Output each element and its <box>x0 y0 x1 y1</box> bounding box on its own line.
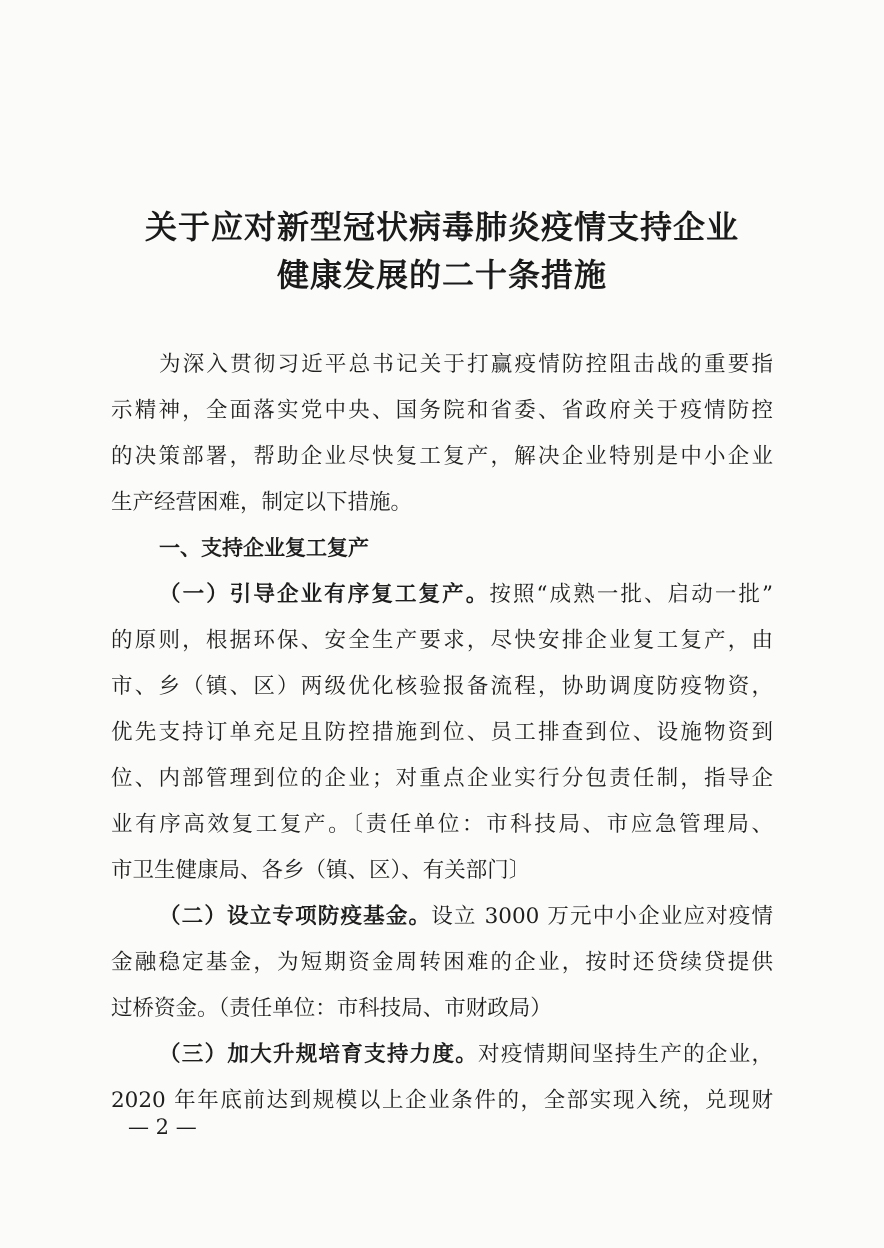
paragraph-line: 市、乡（镇、区）两级优化核验报备流程，协助调度防疫物资， <box>111 674 773 699</box>
paragraph-line: 业有序高效复工复产。〔责任单位：市科技局、市应急管理局、 <box>111 812 773 837</box>
page-number: — 2 — <box>128 1115 197 1139</box>
paragraph-line <box>159 1036 773 1073</box>
document-title-line-1: 关于应对新型冠状病毒肺炎疫情支持企业 <box>144 208 739 246</box>
item-text: 设立 3000 万元中小企业应对疫情 <box>431 904 773 929</box>
item-text: 按照“成熟一批、启动一批” <box>489 582 773 607</box>
paragraph-line: 金融稳定基金，为短期资金周转困难的企业，按时还贷续贷提供 <box>111 950 773 975</box>
paragraph-line: 位、内部管理到位的企业；对重点企业实行分包责任制，指导企 <box>111 766 773 791</box>
document-title-line-2: 健康发展的二十条措施 <box>276 256 607 294</box>
paragraph-line: 2020 年年底前达到规模以上企业条件的，全部实现入统，兑现财 <box>111 1088 773 1113</box>
intro-line: 示精神，全面落实党中央、国务院和省委、省政府关于疫情防控 <box>111 398 773 423</box>
intro-line: 生产经营困难，制定以下措施。 <box>111 490 413 515</box>
paragraph-line: 的原则，根据环保、安全生产要求，尽快安排企业复工复产，由 <box>111 628 773 653</box>
item-text: 对疫情期间坚持生产的企业， <box>478 1042 773 1067</box>
intro-line: 的决策部署，帮助企业尽快复工复产，解决企业特别是中小企业 <box>111 444 773 469</box>
paragraph-line: 过桥资金。（责任单位：市科技局、市财政局） <box>111 996 552 1021</box>
item-label: （三）加大升规培育支持力度。 <box>159 1042 479 1067</box>
item-label: （二）设立专项防疫基金。 <box>159 904 432 929</box>
section-heading: 一、支持企业复工复产 <box>159 536 369 560</box>
paragraph-line <box>159 576 773 613</box>
paragraph-line <box>159 898 773 935</box>
paragraph-line: 优先支持订单充足且防控措施到位、员工排查到位、设施物资到 <box>111 720 773 745</box>
paragraph-line: 市卫生健康局、各乡（镇、区）、有关部门〕 <box>111 858 531 883</box>
intro-line: 为深入贯彻习近平总书记关于打赢疫情防控阻击战的重要指 <box>159 352 773 377</box>
item-label: （一）引导企业有序复工复产。 <box>159 582 490 607</box>
